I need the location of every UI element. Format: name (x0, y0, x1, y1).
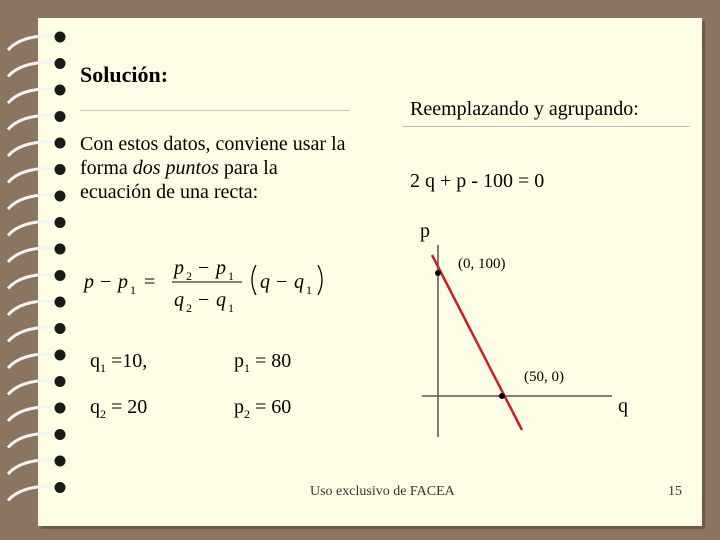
spiral-hole (55, 376, 66, 387)
spiral-ring (8, 195, 58, 209)
spiral-hole (55, 58, 66, 69)
spiral-ring (8, 380, 58, 394)
svg-text:1: 1 (228, 301, 234, 315)
spiral-hole (55, 482, 66, 493)
point-a-marker (435, 270, 441, 276)
spiral-ring (8, 486, 58, 500)
svg-text:−: − (198, 289, 210, 311)
slide-title: Solución: (80, 62, 169, 87)
spiral-ring (8, 36, 58, 50)
right-heading: Reemplazando y agrupando: (410, 98, 639, 120)
svg-text:q: q (294, 271, 304, 293)
spiral-ring (8, 327, 58, 341)
point-b-marker (499, 393, 505, 399)
footer-text: Uso exclusivo de FACEA (310, 484, 455, 499)
svg-text:1: 1 (228, 269, 234, 283)
svg-text:1: 1 (130, 283, 136, 297)
spiral-hole (55, 456, 66, 467)
spiral-hole (55, 138, 66, 149)
svg-text:−: − (276, 271, 288, 293)
intro-text-1: Con estos datos, conviene usar la forma (80, 133, 346, 179)
svg-text:−: − (198, 257, 210, 279)
svg-text:p: p (84, 271, 94, 293)
point-b-label: (50, 0) (524, 369, 564, 385)
two-point-formula (78, 250, 348, 320)
svg-text:2: 2 (186, 269, 192, 283)
y-axis-label: p (420, 220, 430, 242)
p1-value: $p_1 = 80$ (234, 350, 292, 375)
spiral-ring (8, 460, 58, 474)
spiral-ring (8, 62, 58, 76)
q1-value: $q_1 =10$, (90, 350, 148, 375)
svg-text:p: p (216, 257, 226, 279)
spiral-ring (8, 142, 58, 156)
q2-value: $q_2 = 20$ (90, 396, 148, 421)
svg-text:q: q (216, 289, 226, 311)
spiral-hole (55, 164, 66, 175)
spiral-hole (55, 244, 66, 255)
spiral-ring (8, 221, 58, 235)
spiral-ring (8, 407, 58, 421)
demand-line (432, 255, 522, 430)
spiral-ring (8, 354, 58, 368)
x-axis-label: q (618, 395, 628, 417)
result-equation: 2 q + p - 100 = 0 (410, 170, 545, 192)
spiral-hole (55, 32, 66, 43)
point-a-label: (0, 100) (458, 256, 506, 272)
intro-paragraph (80, 132, 350, 204)
spiral-hole (55, 270, 66, 281)
svg-text:p: p (174, 257, 184, 279)
spiral-hole (55, 191, 66, 202)
spiral-ring (8, 89, 58, 103)
svg-text:q: q (174, 289, 184, 311)
spiral-ring (8, 274, 58, 288)
divider-right (402, 126, 690, 127)
spiral-ring (8, 248, 58, 262)
spiral-ring (8, 115, 58, 129)
spiral-hole (55, 403, 66, 414)
demand-line-graph (400, 215, 700, 455)
svg-text:2: 2 (186, 301, 192, 315)
spiral-hole (55, 323, 66, 334)
intro-emphasis: dos puntos (132, 157, 219, 179)
svg-text:p: p (118, 271, 128, 293)
spiral-hole (55, 85, 66, 96)
spiral-hole (55, 429, 66, 440)
spiral-hole (55, 111, 66, 122)
spiral-hole (55, 217, 66, 228)
svg-text:q: q (260, 271, 270, 293)
spiral-binding (0, 0, 80, 540)
spiral-ring (8, 301, 58, 315)
svg-text:1: 1 (306, 283, 312, 297)
spiral-ring (8, 168, 58, 182)
p2-value: $p_2 = 60$ (234, 396, 292, 421)
page-number: 15 (668, 484, 682, 499)
spiral-hole (55, 350, 66, 361)
spiral-ring (8, 433, 58, 447)
svg-text:−: − (100, 271, 112, 293)
divider-left (80, 110, 350, 111)
svg-text:=: = (144, 271, 156, 293)
spiral-hole (55, 297, 66, 308)
intro-text-2: para la ecuación de una recta: (80, 157, 278, 203)
